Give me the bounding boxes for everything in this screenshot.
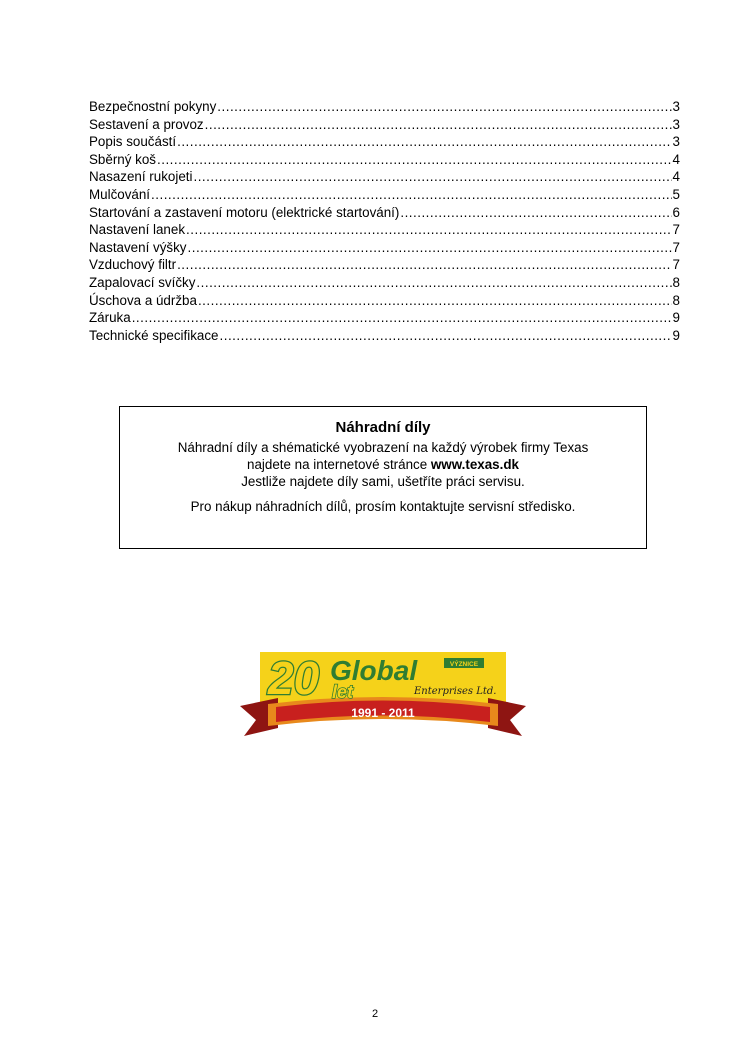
toc-dot-leader bbox=[186, 221, 672, 239]
spare-parts-line-1: Náhradní díly a shématické vyobrazení na každý výrobek firmy Texas bbox=[177, 440, 589, 455]
spare-parts-line-2-text: najdete na internetové stránce bbox=[247, 457, 431, 472]
toc-dot-leader bbox=[217, 98, 671, 116]
spare-parts-line-3: Jestliže najdete díly sami, ušetříte práci servisu. bbox=[241, 474, 525, 489]
toc-entry-page: 3 bbox=[672, 99, 680, 114]
toc-entry-page: 4 bbox=[672, 151, 680, 167]
toc-entry-page: 7 bbox=[672, 257, 680, 273]
toc-dot-leader bbox=[198, 292, 672, 310]
toc-entry-title: Nasazení rukojeti bbox=[89, 169, 193, 185]
toc-dot-leader bbox=[193, 168, 671, 186]
toc-entry bbox=[89, 292, 680, 310]
toc-entry-page: 7 bbox=[672, 222, 680, 238]
toc-entry-page: 3 bbox=[672, 116, 680, 132]
logo-script-text: Enterprises Ltd. bbox=[414, 686, 497, 697]
toc-entry-page: 3 bbox=[672, 134, 680, 150]
toc-entry bbox=[89, 133, 680, 151]
toc-entry-title: Vzduchový filtr bbox=[89, 257, 177, 273]
toc-entry-page: 6 bbox=[672, 204, 680, 220]
logo-word-let: let bbox=[332, 682, 354, 702]
toc-dot-leader bbox=[400, 204, 671, 222]
toc-entry bbox=[89, 221, 680, 239]
toc-entry bbox=[89, 186, 680, 204]
website-url: www.texas.dk bbox=[430, 457, 519, 472]
toc-entry bbox=[89, 309, 680, 327]
toc-entry-page: 4 bbox=[672, 169, 680, 185]
toc-entry bbox=[89, 151, 680, 169]
spare-parts-title: Náhradní díly bbox=[335, 419, 431, 436]
toc-entry-title: Zapalovací svíčky bbox=[89, 274, 196, 290]
page-number: 2 bbox=[371, 1008, 379, 1020]
logo-years: 1991 - 2011 bbox=[351, 706, 415, 720]
toc-dot-leader bbox=[151, 186, 672, 204]
toc-dot-leader bbox=[196, 274, 671, 292]
toc-entry bbox=[89, 168, 680, 186]
toc-entry bbox=[89, 327, 680, 345]
toc-entry bbox=[89, 256, 680, 274]
toc-entry bbox=[89, 98, 680, 116]
toc-entry bbox=[89, 116, 680, 134]
toc-entry-title: Bezpečnostní pokyny bbox=[89, 99, 217, 114]
logo-graphic bbox=[238, 650, 528, 742]
logo-tag: VÝZNICE bbox=[449, 661, 479, 668]
spare-parts-contact-line: Pro nákup náhradních dílů, prosím kontaktujte servisní středisko. bbox=[190, 499, 576, 514]
toc-dot-leader bbox=[220, 327, 672, 345]
spare-parts-box bbox=[119, 406, 647, 549]
toc-entry-page: 9 bbox=[672, 310, 680, 326]
toc-entry bbox=[89, 274, 680, 292]
toc-entry-title: Záruka bbox=[89, 310, 131, 326]
toc-dot-leader bbox=[205, 116, 672, 134]
toc-entry-page: 5 bbox=[672, 186, 680, 202]
toc-entry-title: Sběrný koš bbox=[89, 151, 156, 167]
toc-entry-title: Nastavení lanek bbox=[89, 222, 186, 238]
toc-entry bbox=[89, 239, 680, 257]
toc-entry-title: Startování a zastavení motoru (elektrické startování) bbox=[89, 204, 400, 220]
toc-dot-leader bbox=[188, 239, 672, 257]
toc-entry-title: Sestavení a provoz bbox=[89, 116, 204, 132]
toc-entry-title: Popis součástí bbox=[89, 134, 177, 150]
toc-entry-title: Nastavení výšky bbox=[89, 239, 187, 255]
toc-entry-page: 8 bbox=[672, 292, 680, 308]
toc-entry-page: 9 bbox=[672, 327, 680, 343]
logo-word-global: Global bbox=[330, 655, 418, 686]
spare-parts-line-2 bbox=[120, 456, 646, 473]
table-of-contents bbox=[89, 98, 680, 344]
toc-dot-leader bbox=[132, 309, 672, 327]
toc-entry bbox=[89, 204, 680, 222]
global-20-years-logo bbox=[238, 650, 528, 742]
logo-number-20: 20 bbox=[268, 652, 320, 704]
toc-entry-page: 7 bbox=[672, 239, 680, 255]
toc-dot-leader bbox=[177, 133, 671, 151]
toc-entry-page: 8 bbox=[672, 274, 680, 290]
toc-entry-title: Technické specifikace bbox=[89, 327, 219, 343]
toc-dot-leader bbox=[157, 151, 672, 169]
toc-entry-title: Úschova a údržba bbox=[89, 292, 197, 308]
toc-entry-title: Mulčování bbox=[89, 186, 151, 202]
toc-dot-leader bbox=[177, 256, 671, 274]
